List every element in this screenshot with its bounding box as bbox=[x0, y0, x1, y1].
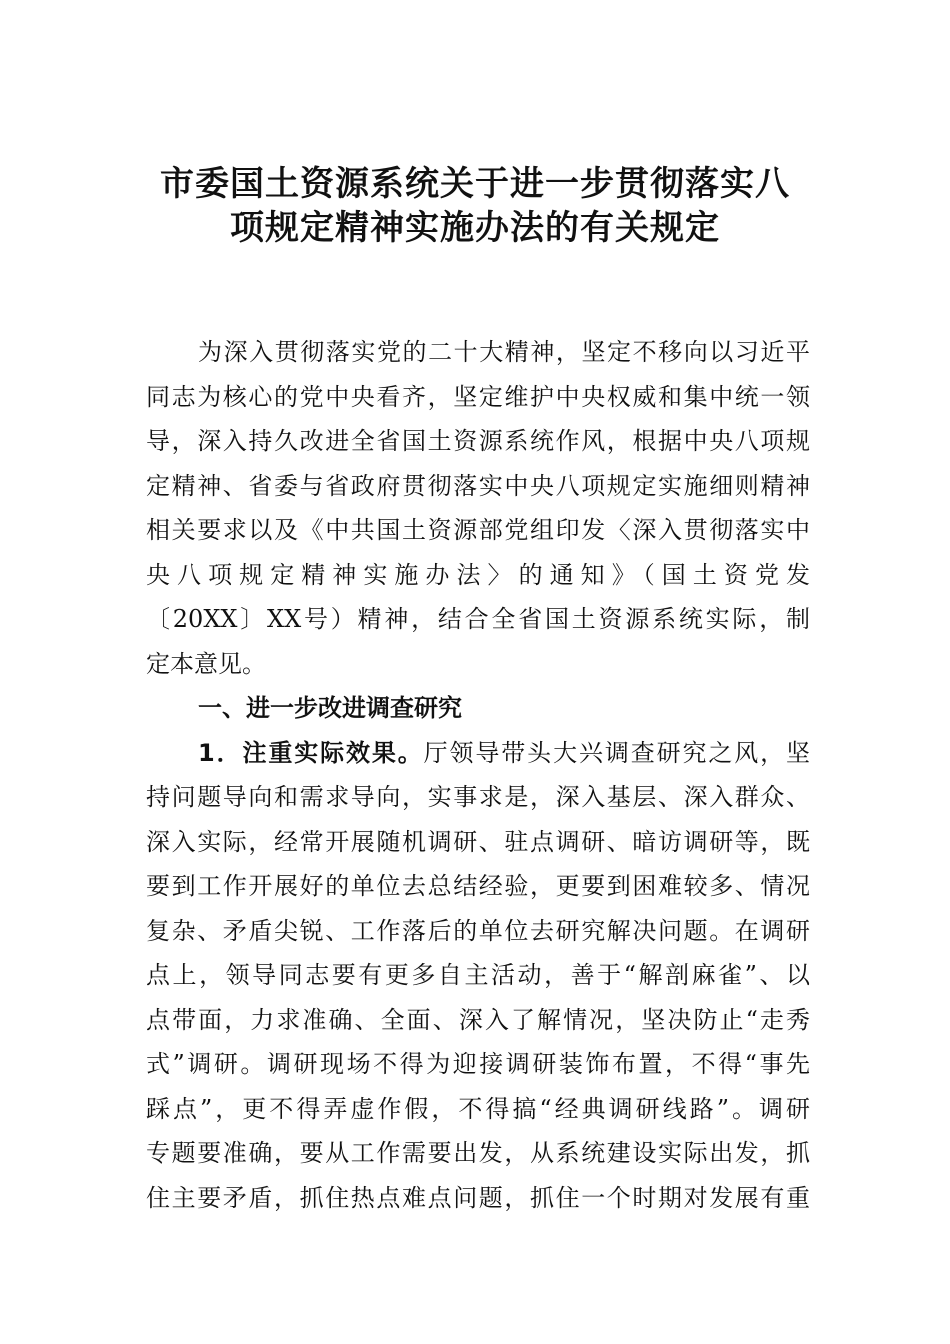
item-line: 持问题导向和需求导向，实事求是，深入基层、深入群众、 bbox=[146, 783, 810, 811]
item-line: 点带面，力求准确、全面、深入了解情况，坚决防止“走秀 bbox=[146, 1005, 810, 1034]
document-body bbox=[146, 330, 810, 1220]
intro-line: 导，深入持久改进全省国土资源系统作风，根据中央八项规 bbox=[146, 427, 810, 455]
item-line: 踩点”，更不得弄虚作假，不得搞“经典调研线路”。调研 bbox=[146, 1094, 810, 1123]
item-first-line-rest: 厅领导带头大兴调查研究之风，坚 bbox=[423, 738, 810, 767]
item-line: 复杂、矛盾尖锐、工作落后的单位去研究解决问题。在调研 bbox=[146, 916, 810, 945]
item-first-line bbox=[146, 731, 810, 776]
item-line: 深入实际，经常开展随机调研、驻点调研、暗访调研等，既 bbox=[146, 827, 810, 856]
item-line: 点上，领导同志要有更多自主活动，善于“解剖麻雀”、以 bbox=[146, 961, 810, 989]
item-lead: 1．注重实际效果。 bbox=[198, 738, 424, 767]
intro-line: 定本意见。 bbox=[146, 649, 266, 678]
item-line: 式”调研。调研现场不得为迎接调研装饰布置，不得“事先 bbox=[146, 1050, 810, 1078]
document-title-line-2: 项规定精神实施办法的有关规定 bbox=[230, 208, 720, 248]
item-line: 要到工作开展好的单位去总结经验，更要到困难较多、情况 bbox=[146, 872, 810, 900]
intro-line: 相关要求以及《中共国土资源部党组印发〈深入贯彻落实中 bbox=[146, 516, 810, 544]
document-title-line-1: 市委国土资源系统关于进一步贯彻落实八 bbox=[160, 164, 790, 204]
intro-line: 定精神、省委与省政府贯彻落实中央八项规定实施细则精神 bbox=[146, 471, 810, 500]
intro-line: 〔20XX〕XX号）精神，结合全省国土资源系统实际，制 bbox=[146, 605, 810, 633]
section-heading: 一、进一步改进调查研究 bbox=[198, 694, 462, 722]
intro-line: 央八项规定精神实施办法〉的通知》（国土资党发 bbox=[146, 560, 810, 589]
intro-line: 同志为核心的党中央看齐，坚定维护中央权威和集中统一领 bbox=[146, 382, 810, 411]
item-line: 住主要矛盾，抓住热点难点问题，抓住一个时期对发展有重 bbox=[146, 1183, 810, 1212]
item-line: 专题要准确，要从工作需要出发，从系统建设实际出发，抓 bbox=[146, 1139, 810, 1167]
intro-line: 为深入贯彻落实党的二十大精神，坚定不移向以习近平 bbox=[198, 338, 810, 366]
